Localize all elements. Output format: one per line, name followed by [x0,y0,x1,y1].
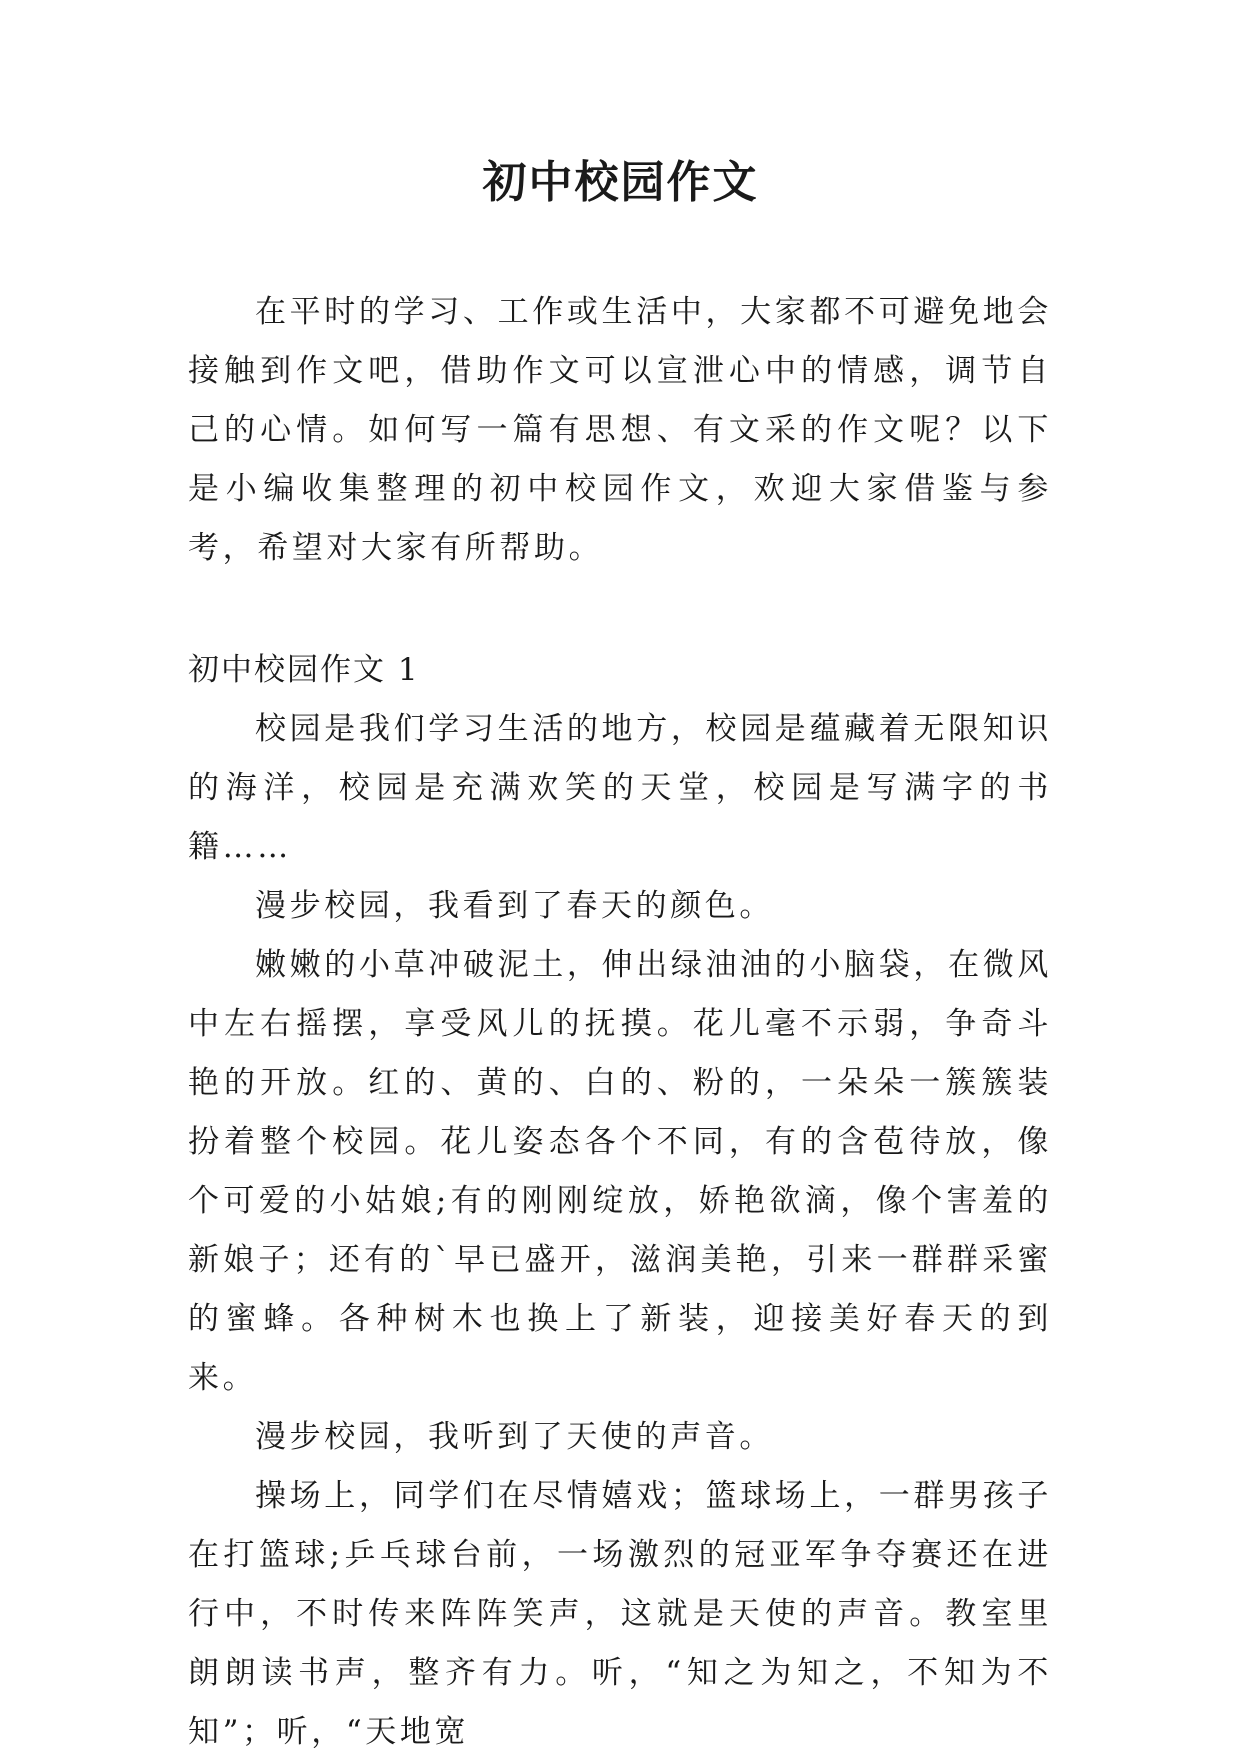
body-paragraph: 校园是我们学习生活的地方，校园是蕴藏着无限知识的海洋，校园是充满欢笑的天堂，校园是写满字的书籍…… [188,711,1052,865]
document-title: 初中校园作文 [482,157,759,208]
body-paragraph: 嫩嫩的小草冲破泥土，伸出绿油油的小脑袋，在微风中左右摇摆，享受风儿的抚摸。花儿毫不示弱，争奇斗艳的开放。红的、黄的、白的、粉的，一朵朵一簇簇装扮着整个校园。花儿姿态各个不同，有的含苞待放，像个可爱的小姑娘;有的刚刚绽放，娇艳欲滴，像个害羞的新娘子；还有的`早已盛开，滋润美艳，引来一群群采蜜的蜜蜂。各种树木也换上了新装，迎接美好春天的到来。 [188,947,1052,1396]
intro-paragraph: 在平时的学习、工作或生活中，大家都不可避免地会接触到作文吧，借助作文可以宣泄心中的情感，调节自己的心情。如何写一篇有思想、有文采的作文呢？以下是小编收集整理的初中校园作文，欢迎大家借鉴与参考，希望对大家有所帮助。 [188,294,1052,566]
section-spacer [188,578,1052,641]
document-body [188,283,1052,1762]
body-paragraph: 操场上，同学们在尽情嬉戏；篮球场上，一群男孩子在打篮球;乒乓球台前，一场激烈的冠亚军争夺赛还在进行中，不时传来阵阵笑声，这就是天使的声音。教室里朗朗读书声，整齐有力。听，“知之为知之，不知为不知”；听，“天地宽 [188,1478,1052,1750]
body-paragraph: 漫步校园，我看到了春天的颜色。 [255,888,774,924]
section-heading: 初中校园作文 1 [188,652,420,688]
body-paragraph: 漫步校园，我听到了天使的声音。 [255,1419,774,1455]
